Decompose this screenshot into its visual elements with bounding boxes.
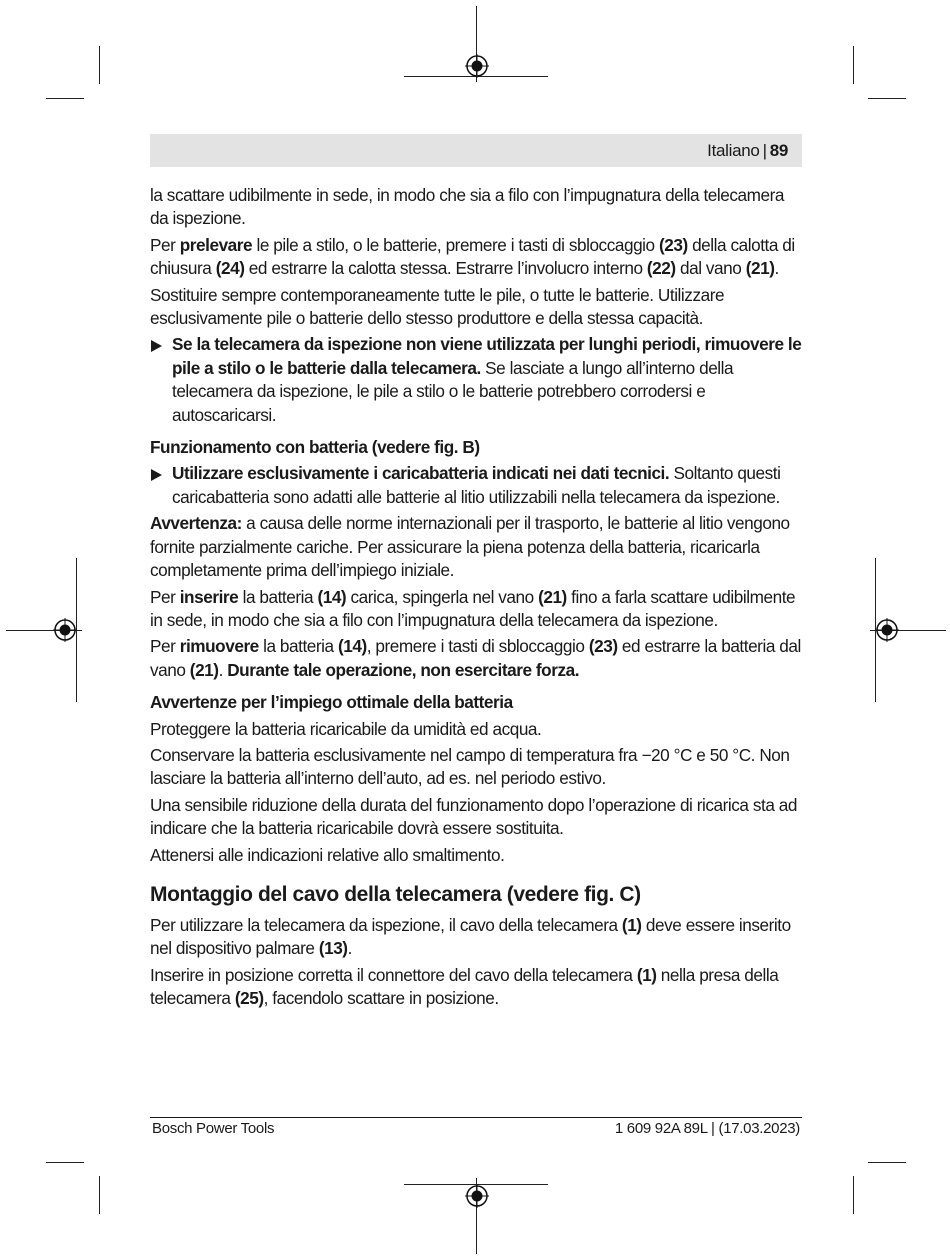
paragraph: Per inserire la batteria (14) carica, spingerla nel vano (21) fino a farla scattare udibilmente in sede, in modo che sia a filo con l’impugnatura della telecamera da ispezione. <box>150 586 796 630</box>
crop-mark <box>46 1162 84 1163</box>
warning-bullet: Se la telecamera da ispezione non viene utilizzata per lunghi periodi, rimuovere le pile a stilo o le batterie dalla telecamera. Se lasciate a lungo all’interno della telecamera da ispezione, le pile a stilo o le batterie potrebbero corrodersi e autoscaricarsi. <box>150 333 802 427</box>
bullet-triangle-icon <box>151 340 162 352</box>
paragraph: Proteggere la batteria ricaricabile da umidità ed acqua. <box>150 718 542 739</box>
paragraph: Attenersi alle indicazioni relative allo smaltimento. <box>150 844 505 865</box>
footer-rule <box>150 1117 802 1118</box>
footer-document-id: 1 609 92A 89L | (17.03.2023) <box>614 1120 800 1137</box>
paragraph: Una sensibile riduzione della durata del funzionamento dopo l’operazione di ricarica sta ad indicare che la batteria ricaricabile dovrà essere sostituita. <box>150 794 797 839</box>
header-label <box>707 141 788 161</box>
header-separator: | <box>762 141 767 160</box>
subheading: Funzionamento con batteria (vedere fig. B) <box>150 437 480 458</box>
paragraph: Per utilizzare la telecamera da ispezione, il cavo della telecamera (1) deve essere inserito nel dispositivo palmare (13). <box>150 914 791 959</box>
crop-mark <box>99 46 100 84</box>
paragraph: Conservare la batteria esclusivamente nel campo di temperatura fra −20 °C e 50 °C. Non lasciare la batteria all’interno dell’auto, ad es. nel periodo estivo. <box>150 744 790 789</box>
warning-bullet: Utilizzare esclusivamente i caricabatteria indicati nei dati tecnici. Soltanto questi caricabatteria sono adatti alle batterie al litio utilizzabili nella telecamera da ispezione. <box>150 462 802 509</box>
paragraph: Per prelevare le pile a stilo, o le batterie, premere i tasti di sbloccaggio (23) della calotta di chiusura (24) ed estrarre la calotta stessa. Estrarre l’involucro interno (22) dal vano (21). <box>150 234 795 279</box>
section-title: Montaggio del cavo della telecamera (vedere fig. C) <box>150 882 641 906</box>
bullet-triangle-icon <box>151 469 162 481</box>
crop-mark <box>853 46 854 84</box>
paragraph: la scattare udibilmente in sede, in modo che sia a filo con l’impugnatura della telecamera da ispezione. <box>150 185 785 229</box>
subheading: Avvertenze per l’impiego ottimale della batteria <box>150 692 513 713</box>
header-language: Italiano <box>707 141 760 160</box>
paragraph: Sostituire sempre contemporaneamente tutte le pile, o tutte le batterie. Utilizzare esclusivamente pile o batterie dello stesso produttore e della stessa capacità. <box>150 284 725 329</box>
page-number: 89 <box>769 141 788 160</box>
paragraph: Avvertenza: a causa delle norme internazionali per il trasporto, le batterie al litio vengono fornite parzialmente cariche. Per assicurare la piena potenza della batteria, ricaricarla completamente prima dell’impiego iniziale. <box>150 513 790 581</box>
page-header <box>150 134 802 167</box>
registration-mark-icon <box>465 54 489 78</box>
crop-mark <box>868 1162 906 1163</box>
crop-mark <box>99 1176 100 1214</box>
paragraph: Per rimuovere la batteria (14), premere i tasti di sbloccaggio (23) ed estrarre la batteria dal vano (21). Durante tale operazione, non esercitare forza. <box>150 636 801 680</box>
crop-mark <box>868 98 906 99</box>
paragraph: Inserire in posizione corretta il connettore del cavo della telecamera (1) nella presa della telecamera (25), facendolo scattare in posizione. <box>150 964 779 1009</box>
registration-mark-icon <box>465 1184 489 1208</box>
crop-mark <box>853 1176 854 1214</box>
registration-mark-icon <box>875 618 899 642</box>
registration-mark-icon <box>53 618 77 642</box>
footer-brand: Bosch Power Tools <box>152 1120 275 1137</box>
crop-mark <box>46 98 84 99</box>
body-text <box>150 184 802 1014</box>
